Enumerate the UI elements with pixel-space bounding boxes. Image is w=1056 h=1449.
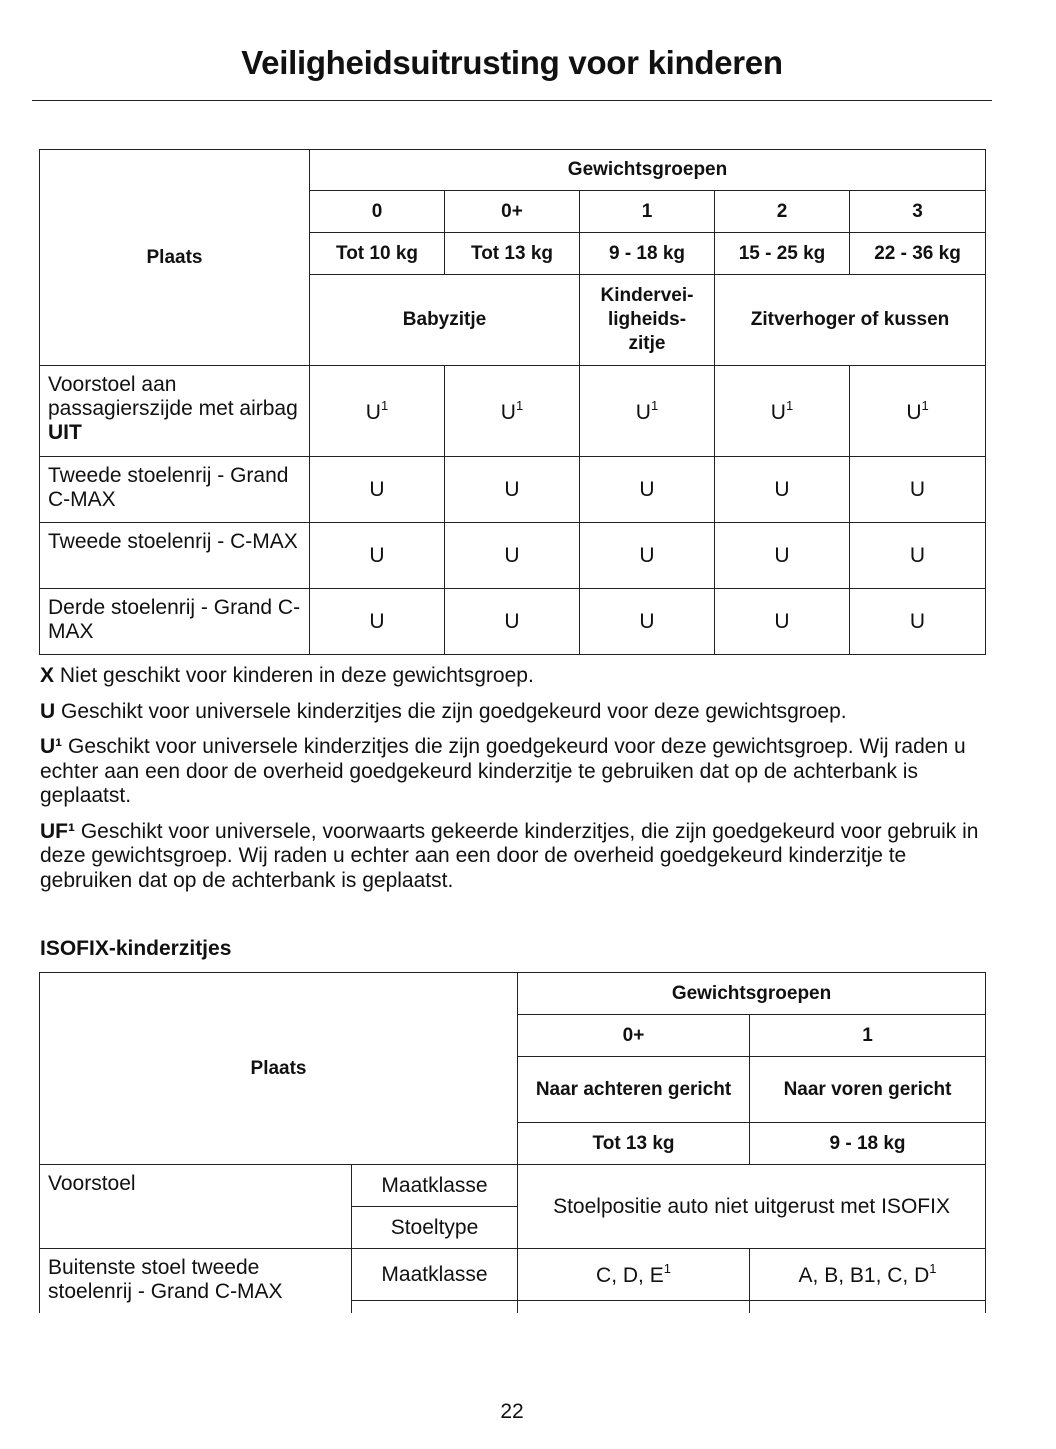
table-cell: U xyxy=(850,457,986,523)
table-cell: U xyxy=(715,589,850,655)
isofix-header-plaats: Plaats xyxy=(40,973,518,1165)
table-cell: U xyxy=(580,523,715,589)
table-cell: U xyxy=(850,523,986,589)
isofix-direction-rear: Naar achteren gericht xyxy=(518,1057,750,1123)
isofix-header-gewichtsgroepen: Gewichtsgroepen xyxy=(518,973,986,1015)
isofix-value-rear: C, D, $E^1$ xyxy=(518,1249,750,1301)
header-plaats: Plaats xyxy=(40,150,310,366)
isofix-cut-cell xyxy=(518,1301,750,1313)
group-1: 1 xyxy=(580,191,715,233)
isofix-row-label-buitenste: Buitenste stoel tweede stoelenrij - Grand C-MAX xyxy=(40,1249,352,1313)
table-cell: U xyxy=(445,589,580,655)
isofix-cut-cell xyxy=(750,1301,986,1313)
note-u1: U¹ Geschikt voor universele kinderzitjes die zijn goedgekeurd voor deze gewichtsgroep. Wij raden u echter aan een door de overheid goedgekeurd kinderzitje te gebruiken dat op de achterbank is geplaatst. xyxy=(40,735,966,807)
weight-2: 15 - 25 kg xyxy=(715,233,850,275)
isofix-table xyxy=(39,972,986,1313)
seat-type-babyzitje: Babyzitje xyxy=(310,275,580,366)
table-cell: $U^1$ xyxy=(850,366,986,457)
isofix-value-front: A, B, B1, C, $D^1$ xyxy=(750,1249,986,1301)
isofix-sub-maatklasse-2: Maatklasse xyxy=(352,1249,518,1301)
isofix-section-title: ISOFIX-kinderzitjes xyxy=(40,937,232,960)
row-label-tweede-cmax: Tweede stoelenrij - C-MAX xyxy=(40,523,310,589)
weight-0: Tot 10 kg xyxy=(310,233,445,275)
weight-1: 9 - 18 kg xyxy=(580,233,715,275)
note-u: U Geschikt voor universele kinderzitjes die zijn goedgekeurd voor deze gewichtsgroep. xyxy=(40,699,847,723)
row-label-tweede-grand: Tweede stoelenrij - Grand C-MAX xyxy=(40,457,310,523)
isofix-row-label-voorstoel: Voorstoel xyxy=(40,1165,352,1249)
table-cell: $U^1$ xyxy=(310,366,445,457)
child-seat-table xyxy=(39,149,986,655)
row-label-voorstoel: Voorstoel aan passagierszijde met airbag UIT xyxy=(40,366,310,457)
isofix-merged-value: Stoelpositie auto niet uitgerust met ISOFIX xyxy=(518,1165,986,1249)
table-cell: U xyxy=(445,523,580,589)
table-cell: $U^1$ xyxy=(715,366,850,457)
isofix-direction-front: Naar voren gericht xyxy=(750,1057,986,1123)
seat-type-kinderveiligheidszitje: Kindervei- ligheids- zitje xyxy=(580,275,715,366)
weight-0-plus: Tot 13 kg xyxy=(445,233,580,275)
table-cell: U xyxy=(580,457,715,523)
table-cell: $U^1$ xyxy=(445,366,580,457)
group-0-plus: 0+ xyxy=(445,191,580,233)
table-cell: U xyxy=(715,457,850,523)
isofix-weight-0-plus: Tot 13 kg xyxy=(518,1123,750,1165)
page-number: 22 xyxy=(500,1400,524,1423)
page-title: Veiligheidsuitrusting voor kinderen xyxy=(241,44,783,81)
table-cell: U xyxy=(310,523,445,589)
weight-3: 22 - 36 kg xyxy=(850,233,986,275)
isofix-sub-maatklasse: Maatklasse xyxy=(352,1165,518,1207)
table-cell: $U^1$ xyxy=(580,366,715,457)
header-gewichtsgroepen: Gewichtsgroepen xyxy=(310,150,986,191)
table-cell: U xyxy=(445,457,580,523)
table-cell: U xyxy=(850,589,986,655)
isofix-cut-cell xyxy=(352,1301,518,1313)
isofix-weight-1: 9 - 18 kg xyxy=(750,1123,986,1165)
row-label-derde-grand: Derde stoelenrij - Grand C-MAX xyxy=(40,589,310,655)
isofix-group-1: 1 xyxy=(750,1015,986,1057)
table-cell: U xyxy=(580,589,715,655)
isofix-sub-stoeltype: Stoeltype xyxy=(352,1207,518,1249)
seat-type-zitverhoger: Zitverhoger of kussen xyxy=(715,275,986,366)
group-2: 2 xyxy=(715,191,850,233)
group-0: 0 xyxy=(310,191,445,233)
legend-notes xyxy=(40,664,990,904)
title-divider xyxy=(32,100,992,101)
group-3: 3 xyxy=(850,191,986,233)
note-x: X Niet geschikt voor kinderen in deze gewichtsgroep. xyxy=(40,664,534,687)
table-cell: U xyxy=(715,523,850,589)
table-cell: U xyxy=(310,457,445,523)
table-cell: U xyxy=(310,589,445,655)
isofix-group-0-plus: 0+ xyxy=(518,1015,750,1057)
note-uf1: UF¹ Geschikt voor universele, voorwaarts gekeerde kinderzitjes, die zijn goedgekeurd voor gebruik in deze gewichtsgroep. Wij raden u echter aan een door de overheid goedgekeurd kinderzitje te gebruiken dat op de achterbank is geplaatst. xyxy=(40,819,979,892)
